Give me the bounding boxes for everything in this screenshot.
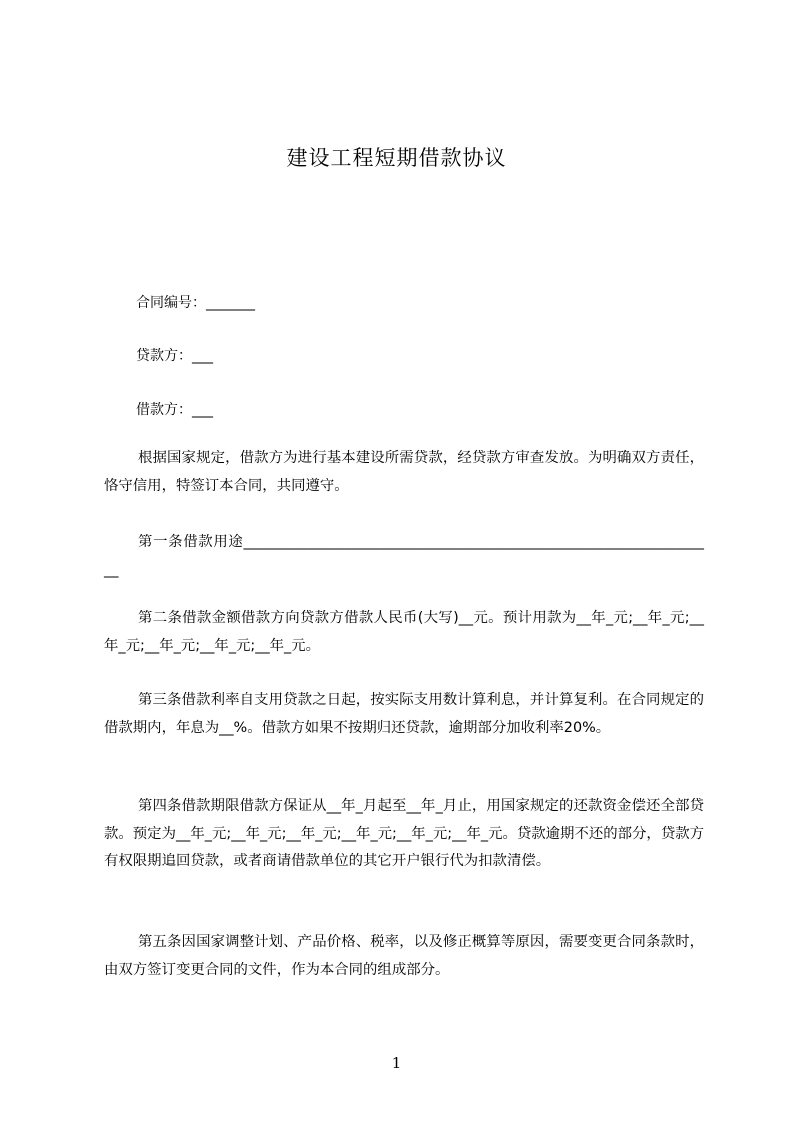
contract-number-field: 合同编号：_______ bbox=[136, 295, 255, 311]
article-4-paragraph: 第四条借款期限借款方保证从__年_月起至__年_月止，用国家规定的还款资金偿还全部贷款。预定为__年_元;__年_元;__年_元;__年_元;__年_元;__年_元。贷款逾期不还的部分，贷款方有权限期追回贷款，或者商请借款单位的其它开户银行代为扣款清偿。 bbox=[104, 798, 704, 869]
borrower-field: 借款方：___ bbox=[136, 402, 213, 418]
intro-paragraph: 根据国家规定，借款方为进行基本建设所需贷款，经贷款方审查发放。为明确双方责任，恪守信用，特签订本合同，共同遵守。 bbox=[104, 450, 704, 494]
article-5-paragraph: 第五条因国家调整计划、产品价格、税率，以及修正概算等原因，需要变更合同条款时，由双方签订变更合同的文件，作为本合同的组成部分。 bbox=[104, 934, 704, 978]
lender-field: 贷款方：___ bbox=[136, 348, 213, 364]
page-number: 1 bbox=[391, 1054, 402, 1072]
article-2-paragraph: 第二条借款金额借款方向贷款方借款人民币(大写)__元。预计用款为__年_元;__年_元;__年_元;__年_元;__年_元;__年_元。 bbox=[104, 610, 704, 654]
document-title: 建设工程短期借款协议 bbox=[286, 146, 507, 170]
article-1-paragraph: 第一条借款用途__________________________________________________________________ bbox=[104, 534, 704, 578]
article-3-paragraph: 第三条借款利率自支用贷款之日起，按实际支用数计算利息，并计算复利。在合同规定的借款期内，年息为__%。借款方如果不按期归还贷款，逾期部分加收利率20%。 bbox=[104, 692, 704, 736]
